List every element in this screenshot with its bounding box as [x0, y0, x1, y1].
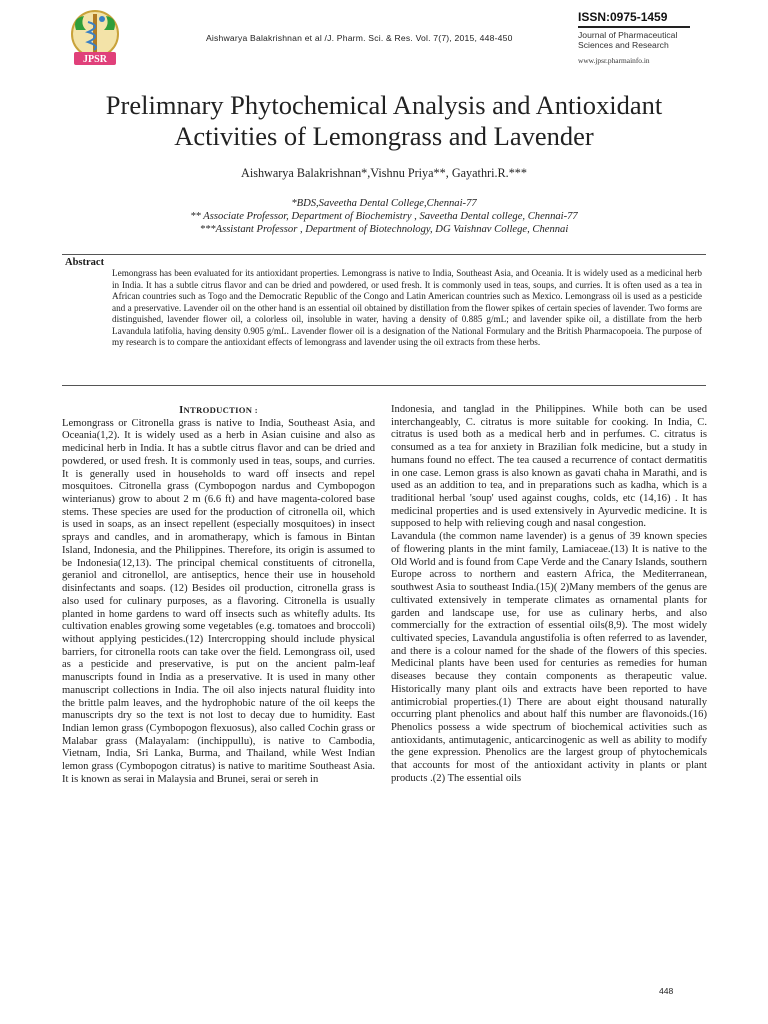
- heading-rest: NTRODUCTION :: [183, 405, 258, 415]
- intro-left-paragraph: Lemongrass or Citronella grass is native to India, Southeast Asia, and Oceania(1,2). It is widely used as a herb in Asian cuisine and also as medicinal herb in India. It has a subtle citrus flavor and can be dried and powdered, or used fresh. It is commonly used in teas, soups, and curries. It is generally used in households to ward off insects and repel mosquitoes. Citronella grass (Cymbopogon nardus and Cymbopogon winterianus) grow to about 2 m (6.6 ft) and have magenta-colored base stems. These species are used for the production of citronella oil, which is used in soaps, as an insect repellent (especially mosquitoes) in insect sprays and candles, and in aromatherapy, which is famous in Bintan Island, Indonesia, and the Philippines. Therefore, its origin is assumed to be Indonesia(12,13). The principal chemical constituents of citronella, geraniol and citronellol, are antiseptics, hence their use in household disinfectants and soaps. (12) Besides oil production, citronella grass is also used for culinary purposes, as a flavoring. Citronella is usually planted in home gardens to ward off insects such as whitefly adults. Its cultivation enables growing some vegetables (e.g. tomatoes and broccoli) without applying pesticides.(12) Intercropping should include physical barriers, for citronella roots can take over the field. Lemongrass oil, used as a pesticide and preservative, is put on the ancient palm-leaf manuscripts found in India as a preservative. It is used in many other manuscript collections in India. The oil also injects natural fluidity into the brittle palm leaves, and the hydrophobic nature of the oil keeps the manuscripts dry so the text is not lost to decay due to humidity. East Indian lemon grass (Cymbopogon flexuosus), also called Cochin grass or Malabar grass (Malayalam: (inchippullu), is native to Cambodia, Vietnam, India, Sri Lanka, Burma, and Thailand, while West Indian lemon grass (Cymbopogon citratus) is native to maritime Southeast Asia. It is known as serai in Malaysia and Brunei, serai or sereh in: [62, 417, 375, 785]
- abstract-section: [62, 254, 706, 386]
- affiliation-3: ***Assistant Professor , Department of Biotechnology, DG Vaishnav College, Chennai: [199, 224, 569, 235]
- journal-citation: Aishwarya Balakrishnan et al /J. Pharm. Sci. & Res. Vol. 7(7), 2015, 448-450: [206, 33, 513, 43]
- abstract-heading: Abstract: [65, 257, 105, 268]
- abstract-text: Lemongrass has been evaluated for its antioxidant properties. Lemongrass is native to India, Southeast Asia, and Oceania. It is widely used as a medicinal herb in India. It has a subtle citrus flavor and can be dried and powdered, or used fresh. It is commonly used in teas, soups, and curries. It is often used as a tea in African countries such as Togo and the Democratic Republic of the Congo and Latin American countries such as Mexico. Lemongrass oil is used as a pesticide and a preservative. Lavender oil on the other hand is an essential oil obtained by distillation from the flower spikes of certain species of lavender. Two forms are distinguished, lavender flower oil, a colorless oil, insoluble in water, having a density of 0.885 g/mL; and lavender spike oil, a distillate from the herb Lavandula latifolia, having density 0.905 g/mL. Lavender flower oil is a designation of the National Formulary and the British Pharmacopoeia. The purpose of my research is to compare the antioxidant effects of lemongrass and lavender using the oil extracts from these herbs.: [112, 268, 702, 347]
- affiliation-1: *BDS,Saveetha Dental College,Chennai-77: [291, 198, 477, 209]
- paper-title: [40, 90, 728, 152]
- journal-name-line1: Journal of Pharmaceutical: [578, 30, 678, 40]
- affiliation-2: ** Associate Professor, Department of Biochemistry , Saveetha Dental college, Chennai-77: [190, 211, 578, 222]
- title-line-1: Prelimnary Phytochemical Analysis and Antioxidant: [105, 90, 663, 120]
- right-column: [391, 404, 707, 786]
- logo-text: JPSR: [83, 54, 107, 65]
- introduction-heading: [62, 404, 375, 418]
- journal-url[interactable]: www.jpsr.pharmainfo.in: [578, 56, 650, 65]
- intro-right-paragraph-2: Lavandula (the common name lavender) is a genus of 39 known species of flowering plants in the mint family, Lamiaceae.(13) It is native to the Old World and is found from Cape Verde and the Canary Islands, southern Europe across to northern and eastern Africa, the Mediterranean, southwest Asia to southeast India.(15)( 2)Many members of the genus are cultivated extensively in temperate climates as ornamental plants for garden and landscape use, for use as culinary herbs, and also commercially for the extraction of essential oils(8,9). The most widely cultivated species, Lavandula angustifolia is often referred to as lavender, and there is a colour named for the shade of the flowers of this species. Medicinal plants have been used for centuries as remedies for human diseases because they contain components as therapeutic value. Historically many plant oils and extracts have been reported to have antimicrobial properties.(1) There are about eight thousand naturally occurring plant phenolics and about half this number are flavonoids.(16) Phenolics possess a wide spectrum of biochemical activities such as antioxidants, antimutagenic, anticarcinogenic as well as ability to modify the gene expression. Phenolics are the largest group of phytochemicals that accounts for most of the antioxidant activity in plants or plant products .(2) The essential oils: [391, 531, 707, 784]
- journal-name-line2: Sciences and Research: [578, 40, 669, 50]
- jpsr-logo: [66, 8, 124, 70]
- heading-initial: I: [179, 405, 184, 416]
- intro-right-paragraph-1: Indonesia, and tanglad in the Philippines. While both can be used interchangeably, C. citratus is more suitable for cooking. In India, C. citratus is used both as a medical herb and in perfumes. C. citratus is consumed as a tea for anxiety in Brazilian folk medicine, but a study in humans found no effect. The tea caused a recurrence of contact dermatitis in one case. Lemon grass is also known as gavati chaha in Marathi, and is used as an addition to tea, and in preparations such as kadha, which is a traditional herbal 'soup' used against coughs, colds, etc (14,16) . It has medicinal properties and is used extensively in Ayurvedic medicine. It is supposed to help with relieving cough and nasal congestion.: [391, 404, 707, 530]
- issn: ISSN:0975-1459: [578, 10, 668, 24]
- title-line-2: Activities of Lemongrass and Lavender: [174, 121, 594, 151]
- page-number: 448: [659, 986, 674, 996]
- left-column: [62, 404, 375, 787]
- journal-masthead: [578, 10, 690, 65]
- authors: Aishwarya Balakrishnan*,Vishnu Priya**, Gayathri.R.***: [241, 166, 527, 180]
- masthead-rule: [578, 26, 690, 28]
